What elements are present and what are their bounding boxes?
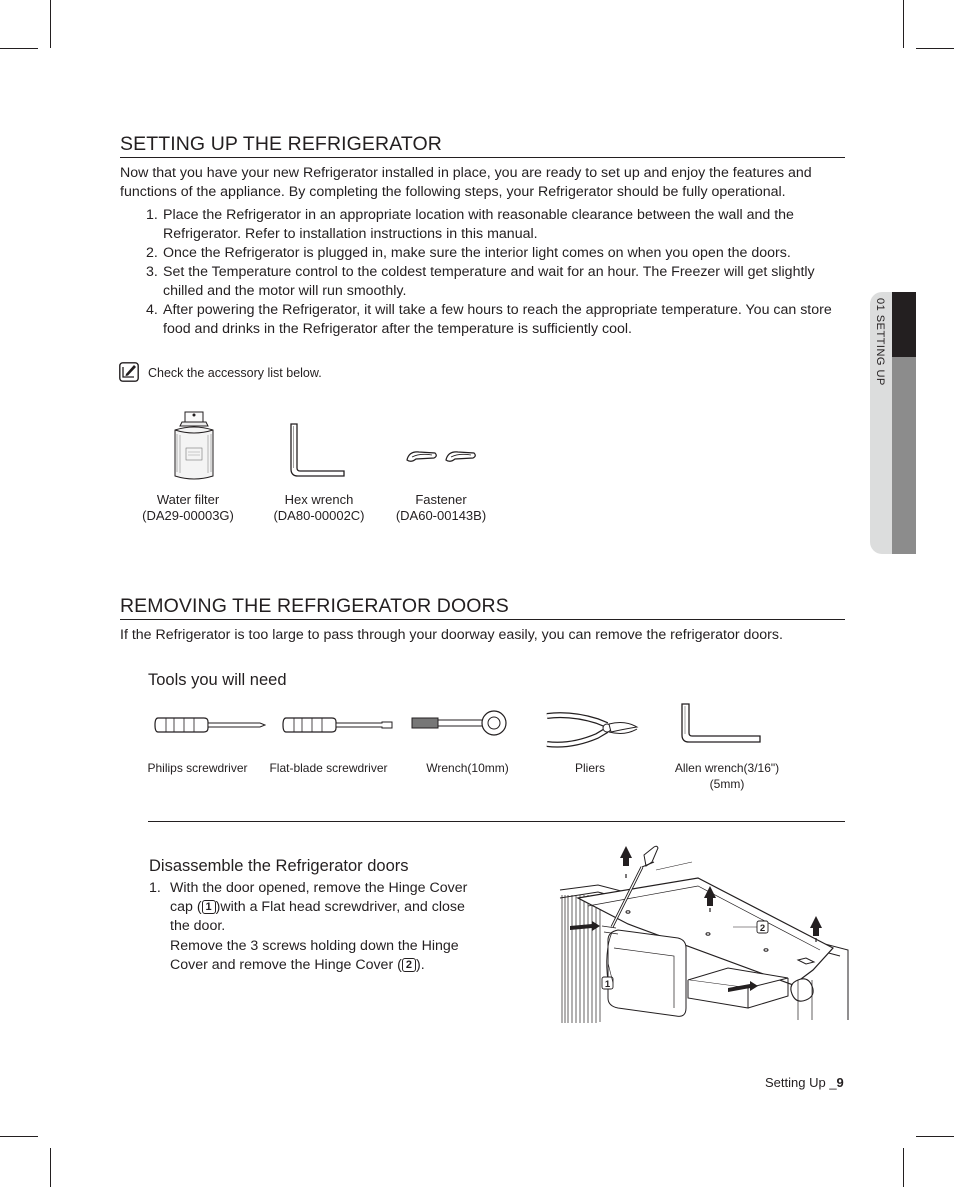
crop-mark (50, 1148, 51, 1187)
accessory-hex-wrench: Hex wrench (DA80-00002C) (273, 492, 365, 523)
step-item: 1. Place the Refrigerator in an appropriate location with reasonable clearance between the wall and the Refrigerator. Refer to installation instructions in this manual. (146, 207, 794, 242)
section-rule (120, 157, 845, 158)
step-item: 4. After powering the Refrigerator, it will take a few hours to reach the appropriate temperature. You can store food and drinks in the Refrigerator after the temperature is sufficiently cool. (146, 302, 832, 337)
note-text: Check the accessory list below. (148, 366, 322, 380)
fastener-image (404, 448, 478, 471)
crop-mark (903, 0, 904, 48)
section-title-setting-up: SETTING UP THE REFRIGERATOR (120, 133, 442, 155)
setting-up-intro: Now that you have your new Refrigerator installed in place, you are ready to set up and enjoy the features and functions of the appliance. By completing the following steps, your Refrigerator should be fully operational. (120, 165, 812, 200)
accessory-fastener: Fastener (DA60-00143B) (395, 492, 487, 523)
tool-pliers: Pliers (574, 761, 605, 775)
tool-wrench: Wrench(10mm) (426, 761, 509, 775)
wrench-image (410, 710, 510, 745)
tool-allen-wrench: Allen wrench(3/16") (5mm) (674, 761, 780, 791)
side-tab-marker (892, 292, 916, 357)
tools-title: Tools you will need (148, 671, 287, 689)
hinge-cover-illustration (558, 840, 858, 1030)
callout-1: 1 (202, 900, 216, 914)
accessory-water-filter: Water filter (DA29-00003G) (142, 492, 234, 523)
page-footer (765, 1075, 844, 1090)
tool-flat-blade-screwdriver: Flat-blade screwdriver (269, 761, 388, 775)
section-rule (120, 619, 845, 620)
crop-mark (0, 48, 38, 49)
divider-rule (148, 821, 845, 822)
removing-intro: If the Refrigerator is too large to pass through your doorway easily, you can remove the refrigerator doors. (120, 627, 783, 643)
water-filter-image (168, 408, 220, 489)
allen-wrench-image (680, 702, 764, 751)
disassemble-step: 1. With the door opened, remove the Hinge Cover cap ( 1 )with a Flat head screwdriver, and close the door. Remove the 3 screws holding down the Hinge Cover and remove the Hinge Cover ( 2 ). (149, 880, 468, 973)
side-tab-bar (892, 357, 916, 554)
section-title-removing-doors: REMOVING THE REFRIGERATOR DOORS (120, 595, 509, 617)
step-item: 2. Once the Refrigerator is plugged in, make sure the interior light comes on when you open the doors. (146, 245, 791, 261)
crop-mark (0, 1136, 38, 1137)
callout-2: 2 (402, 958, 416, 972)
note-icon (119, 362, 139, 382)
disassemble-steps (149, 879, 469, 975)
setting-up-steps (120, 206, 850, 339)
crop-mark (903, 1148, 904, 1187)
step-item: 3. Set the Temperature control to the coldest temperature and wait for an hour. The Freezer will get slightly chilled and the motor will run smoothly. (146, 264, 815, 299)
pliers-image (545, 712, 640, 753)
footer-section: Setting Up _ (765, 1075, 837, 1090)
crop-mark (916, 48, 954, 49)
crop-mark (50, 0, 51, 48)
tool-philips-screwdriver: Philips screwdriver (147, 761, 248, 775)
crop-mark (916, 1136, 954, 1137)
philips-screwdriver-image (154, 712, 266, 743)
svg-text:2: 2 (759, 923, 766, 934)
hex-wrench-image (288, 422, 348, 483)
flat-screwdriver-image (282, 712, 394, 743)
svg-text:1: 1 (604, 979, 611, 990)
side-tab-label: 01 SETTING UP (874, 298, 886, 386)
page-number: 9 (836, 1075, 844, 1090)
disassemble-title: Disassemble the Refrigerator doors (149, 857, 409, 875)
